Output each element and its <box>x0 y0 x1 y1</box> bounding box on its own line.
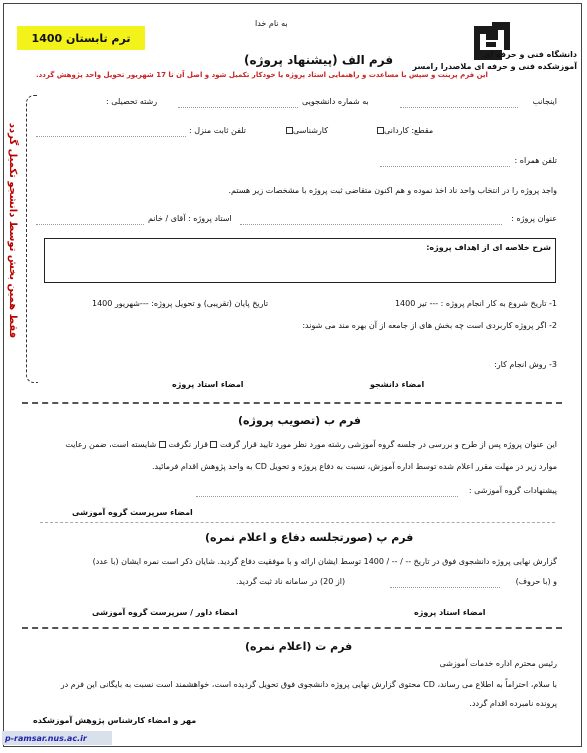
project-title-field[interactable] <box>240 224 502 225</box>
grade-words-label: و (با حروف) <box>515 577 557 586</box>
archive-request-end: پرونده نامبرده اقدام گردد. <box>469 699 557 708</box>
student-signature-label: امضاء دانشجو <box>370 380 425 389</box>
major-label: رشته تحصیلی : <box>106 97 158 106</box>
approval-text <box>65 440 557 449</box>
defense-text: گزارش نهایی پروژه دانشجوی فوق در تاریخ -- / -- / 1400 توسط ایشان ارائه و با موفقیت دفاع گردید. شایان ذکر است نمره ایشان (با عدد) <box>92 557 557 566</box>
page-border <box>3 3 582 747</box>
level-associate-label: مقطع: کاردانی <box>384 126 434 135</box>
bachelor-checkbox[interactable] <box>286 127 293 134</box>
form-b-title: فرم ب (تصویب پروژه) <box>238 414 361 427</box>
home-phone-label: تلفن ثابت منزل : <box>189 126 247 135</box>
side-note: فقط همین بخش توسط دانشجو تکمیل گردد <box>7 122 19 338</box>
not-approved-label: قرار نگرفت <box>168 440 208 449</box>
group-head-signature-label: امضاء سرپرست گروه آموزشی <box>72 508 193 517</box>
addressee: رئیس محترم اداره خدمات آموزشی <box>439 659 557 668</box>
separator-2 <box>40 522 555 523</box>
term-badge: ترم تابستان 1400 <box>17 26 145 50</box>
grade-registered-text: (از 20) در سامانه ناد ثبت گردید. <box>236 577 346 586</box>
side-bracket <box>26 95 38 383</box>
mobile-label: تلفن همراه : <box>514 156 557 165</box>
archive-request: با سلام، احتراماً به اطلاع می رساند، CD محتوی گزارش نهایی پروژه دانشجوی فوق تحویل گردیده است، خواهشمند است نسبت به بایگانی این فرم در <box>60 680 557 689</box>
applicant-label: اینجانب <box>532 97 557 106</box>
supervisor-signature-p: امضاء استاد پروژه <box>414 608 486 617</box>
mobile-field[interactable] <box>380 166 510 167</box>
applicant-name-field[interactable] <box>400 107 518 108</box>
university-name: دانشگاه فنی و حرفه ای <box>483 50 577 59</box>
deserving-text: شایسته است، ضمن رعایت <box>65 440 157 449</box>
approval-sentence: این عنوان پروژه پس از طرح و بررسی در جلسه گروه آموزشی رشته مورد نظر مورد تایید قرار گرفت <box>220 440 557 449</box>
college-name: آموزشکده فنی و حرفه ای ملاصدرا رامسر <box>412 62 577 71</box>
separator-1 <box>22 402 562 404</box>
home-phone-field[interactable] <box>36 136 186 137</box>
website-watermark: p-ramsar.nus.ac.ir <box>2 731 112 745</box>
judge-signature: امضاء داور / سرپرست گروه آموزشی <box>92 608 238 617</box>
associate-checkbox[interactable] <box>377 127 384 134</box>
student-id-label: به شماره دانشجویی <box>302 97 369 106</box>
method-question: 3- روش انجام کار: <box>494 360 557 369</box>
end-date: تاریخ پایان (تقریبی) و تحویل پروژه: ---شهریور 1400 <box>92 299 269 308</box>
suggestions-label: پیشنهادات گروه آموزشی : <box>468 486 557 495</box>
start-date: 1- تاریخ شروع به کار انجام پروژه : --- تیر 1400 <box>394 299 557 308</box>
supervisor-label: استاد پروژه : آقای / خانم <box>148 214 232 223</box>
research-stamp-label: مهر و امضاء کارشناس پژوهش آموزشکده <box>33 716 197 725</box>
deadline-text: موارد زیر در مهلت مقرر اعلام شده توسط اداره آموزش، نسبت به دفاع پروژه و تحویل CD به واحد پژوهش اقدام فرمائید. <box>151 462 557 471</box>
form-notice: این فرم پرینت و سپس با مساعدت و راهنمایی استاد پروژه یا خودکار تکمیل شود و اصل آن تا 17 شهریور تحویل واحد پژوهش گردد. <box>36 71 488 79</box>
form-a-title: فرم الف (پیشنهاد پروژه) <box>244 53 394 67</box>
level-label <box>377 126 433 135</box>
level-bachelor <box>286 126 328 135</box>
not-approved-checkbox[interactable] <box>159 441 166 448</box>
form-p-title: فرم پ (صورتجلسه دفاع و اعلام نمره) <box>205 531 414 544</box>
beneficiaries-question: 2- اگر پروژه کاربردی است چه بخش های از جامعه از آن بهره مند می شوند: <box>302 321 557 330</box>
approved-checkbox[interactable] <box>210 441 217 448</box>
project-title-label: عنوان پروژه : <box>511 214 557 223</box>
level-bachelor-label: کارشناسی <box>293 126 329 135</box>
summary-label: شرح خلاصه ای از اهداف پروژه: <box>426 243 551 252</box>
form-t-title: فرم ت (اعلام نمره) <box>245 640 353 653</box>
bismillah: به نام خدا <box>255 19 288 28</box>
university-logo <box>468 20 514 68</box>
student-id-field[interactable] <box>178 107 298 108</box>
grade-words-field[interactable] <box>390 587 500 588</box>
separator-3 <box>22 627 562 629</box>
supervisor-signature-label: امضاء استاد پروژه <box>172 380 244 389</box>
request-text: واجد پروژه را در انتخاب واحد ناد اخذ نموده و هم اکنون متقاضی ثبت پروژه با مشخصات زیر هستم. <box>228 186 557 195</box>
supervisor-field[interactable] <box>36 224 144 225</box>
suggestions-field[interactable] <box>196 496 458 497</box>
